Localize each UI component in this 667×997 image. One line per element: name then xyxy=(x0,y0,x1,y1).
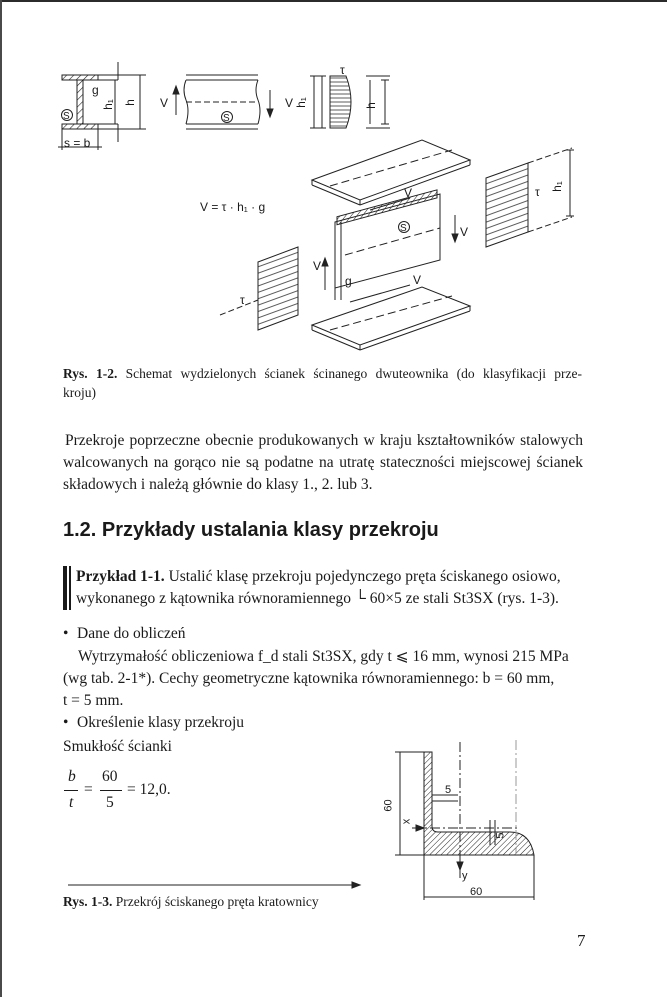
figure-1-2-caption-text: Schemat wydzielonych ścianek ścinanego dwuteownika (do klasyfikacji prze- xyxy=(125,366,583,381)
bullet-class-title: Określenie klasy przekroju xyxy=(77,714,244,731)
label-tau-top: τ xyxy=(340,63,345,77)
label-h1-right: h₁ xyxy=(549,181,564,192)
label-s-i: S xyxy=(63,111,70,122)
label-v-iso-right: V xyxy=(460,225,469,239)
label-v-left: V xyxy=(160,96,169,110)
bullet-dot-2: • xyxy=(63,714,69,731)
paragraph-intro: Przekroje poprzeczne obecnie produkowanych w kraju kształtowników stalowych walcowanych na gorąco nie są podatne na utratę stateczności miejscowej ścianek składowych i należą głównie do klasy 1., 2. lub 3. xyxy=(63,432,583,493)
figure-1-3-caption-label: Rys. 1-3. xyxy=(63,894,113,909)
bullet-data-line2: (wg tab. 2-1*). Cechy geometryczne kątownika równoramiennego: b = 60 mm, xyxy=(63,670,555,687)
formula-eq: = xyxy=(84,781,93,798)
formula-num-b: b xyxy=(68,768,76,785)
label-h1-web: h₁ xyxy=(293,97,308,108)
label-g-iso: g xyxy=(345,274,352,288)
example-text-line1: Ustalić klasę przekroju pojedynczego pręta ściskanego osiowo, xyxy=(168,568,561,585)
label-v-right: V xyxy=(285,96,294,110)
label-tau-right: τ xyxy=(535,185,540,199)
example-label: Przykład 1-1. xyxy=(76,568,165,585)
formula-shear-force: V = τ · h₁ · g xyxy=(200,200,266,214)
formula-den-5: 5 xyxy=(106,794,114,811)
angle-dim-5-right: 5 xyxy=(494,832,507,839)
bullet-data-line3: t = 5 mm. xyxy=(63,692,124,709)
label-s-eq-b: s = b xyxy=(64,136,91,150)
page-number: 7 xyxy=(577,931,586,950)
bullet-dot: • xyxy=(63,625,69,642)
figure-1-2-caption-label: Rys. 1-2. xyxy=(63,366,118,381)
formula-den-t: t xyxy=(69,794,74,811)
formula-result: = 12,0. xyxy=(127,781,171,798)
angle-dim-60-horizontal: 60 xyxy=(470,886,483,898)
example-text-line2: wykonanego z kątownika równoramiennego └ 60×5 ze stali St3SX (rys. 1-3). xyxy=(76,590,559,607)
angle-axis-x: x xyxy=(400,818,413,825)
label-tau-left: τ xyxy=(240,293,245,307)
bullet-data-line1: Wytrzymałość obliczeniowa f_d stali St3SX, gdy t ⩽ 16 mm, wynosi 215 MPa xyxy=(78,648,569,665)
slenderness-label: Smukłość ścianki xyxy=(63,738,172,755)
angle-dim-5-top: 5 xyxy=(445,784,452,796)
label-h-i: h xyxy=(122,99,137,106)
label-g-i: g xyxy=(92,83,99,97)
section-heading: 1.2. Przykłady ustalania klasy przekroju xyxy=(63,519,439,541)
figure-1-3-caption-text: Przekrój ściskanego pręta kratownicy xyxy=(115,894,319,909)
bullet-data-title: Dane do obliczeń xyxy=(77,625,186,642)
label-h1-i: h₁ xyxy=(100,99,115,110)
label-v-iso-top: V xyxy=(404,186,413,200)
figure-1-3-caption xyxy=(63,892,319,911)
angle-dim-60-vertical: 60 xyxy=(382,799,395,812)
label-h-shear: h xyxy=(363,102,378,109)
label-s-web: S xyxy=(223,113,230,124)
label-s-iso: S xyxy=(400,223,407,234)
angle-axis-y: y xyxy=(462,870,468,882)
figure-1-2-caption-line2: kroju) xyxy=(63,385,96,400)
formula-num-60: 60 xyxy=(102,768,118,785)
label-v-iso-bottom: V xyxy=(413,273,422,287)
label-v-iso-left: V xyxy=(313,259,322,273)
